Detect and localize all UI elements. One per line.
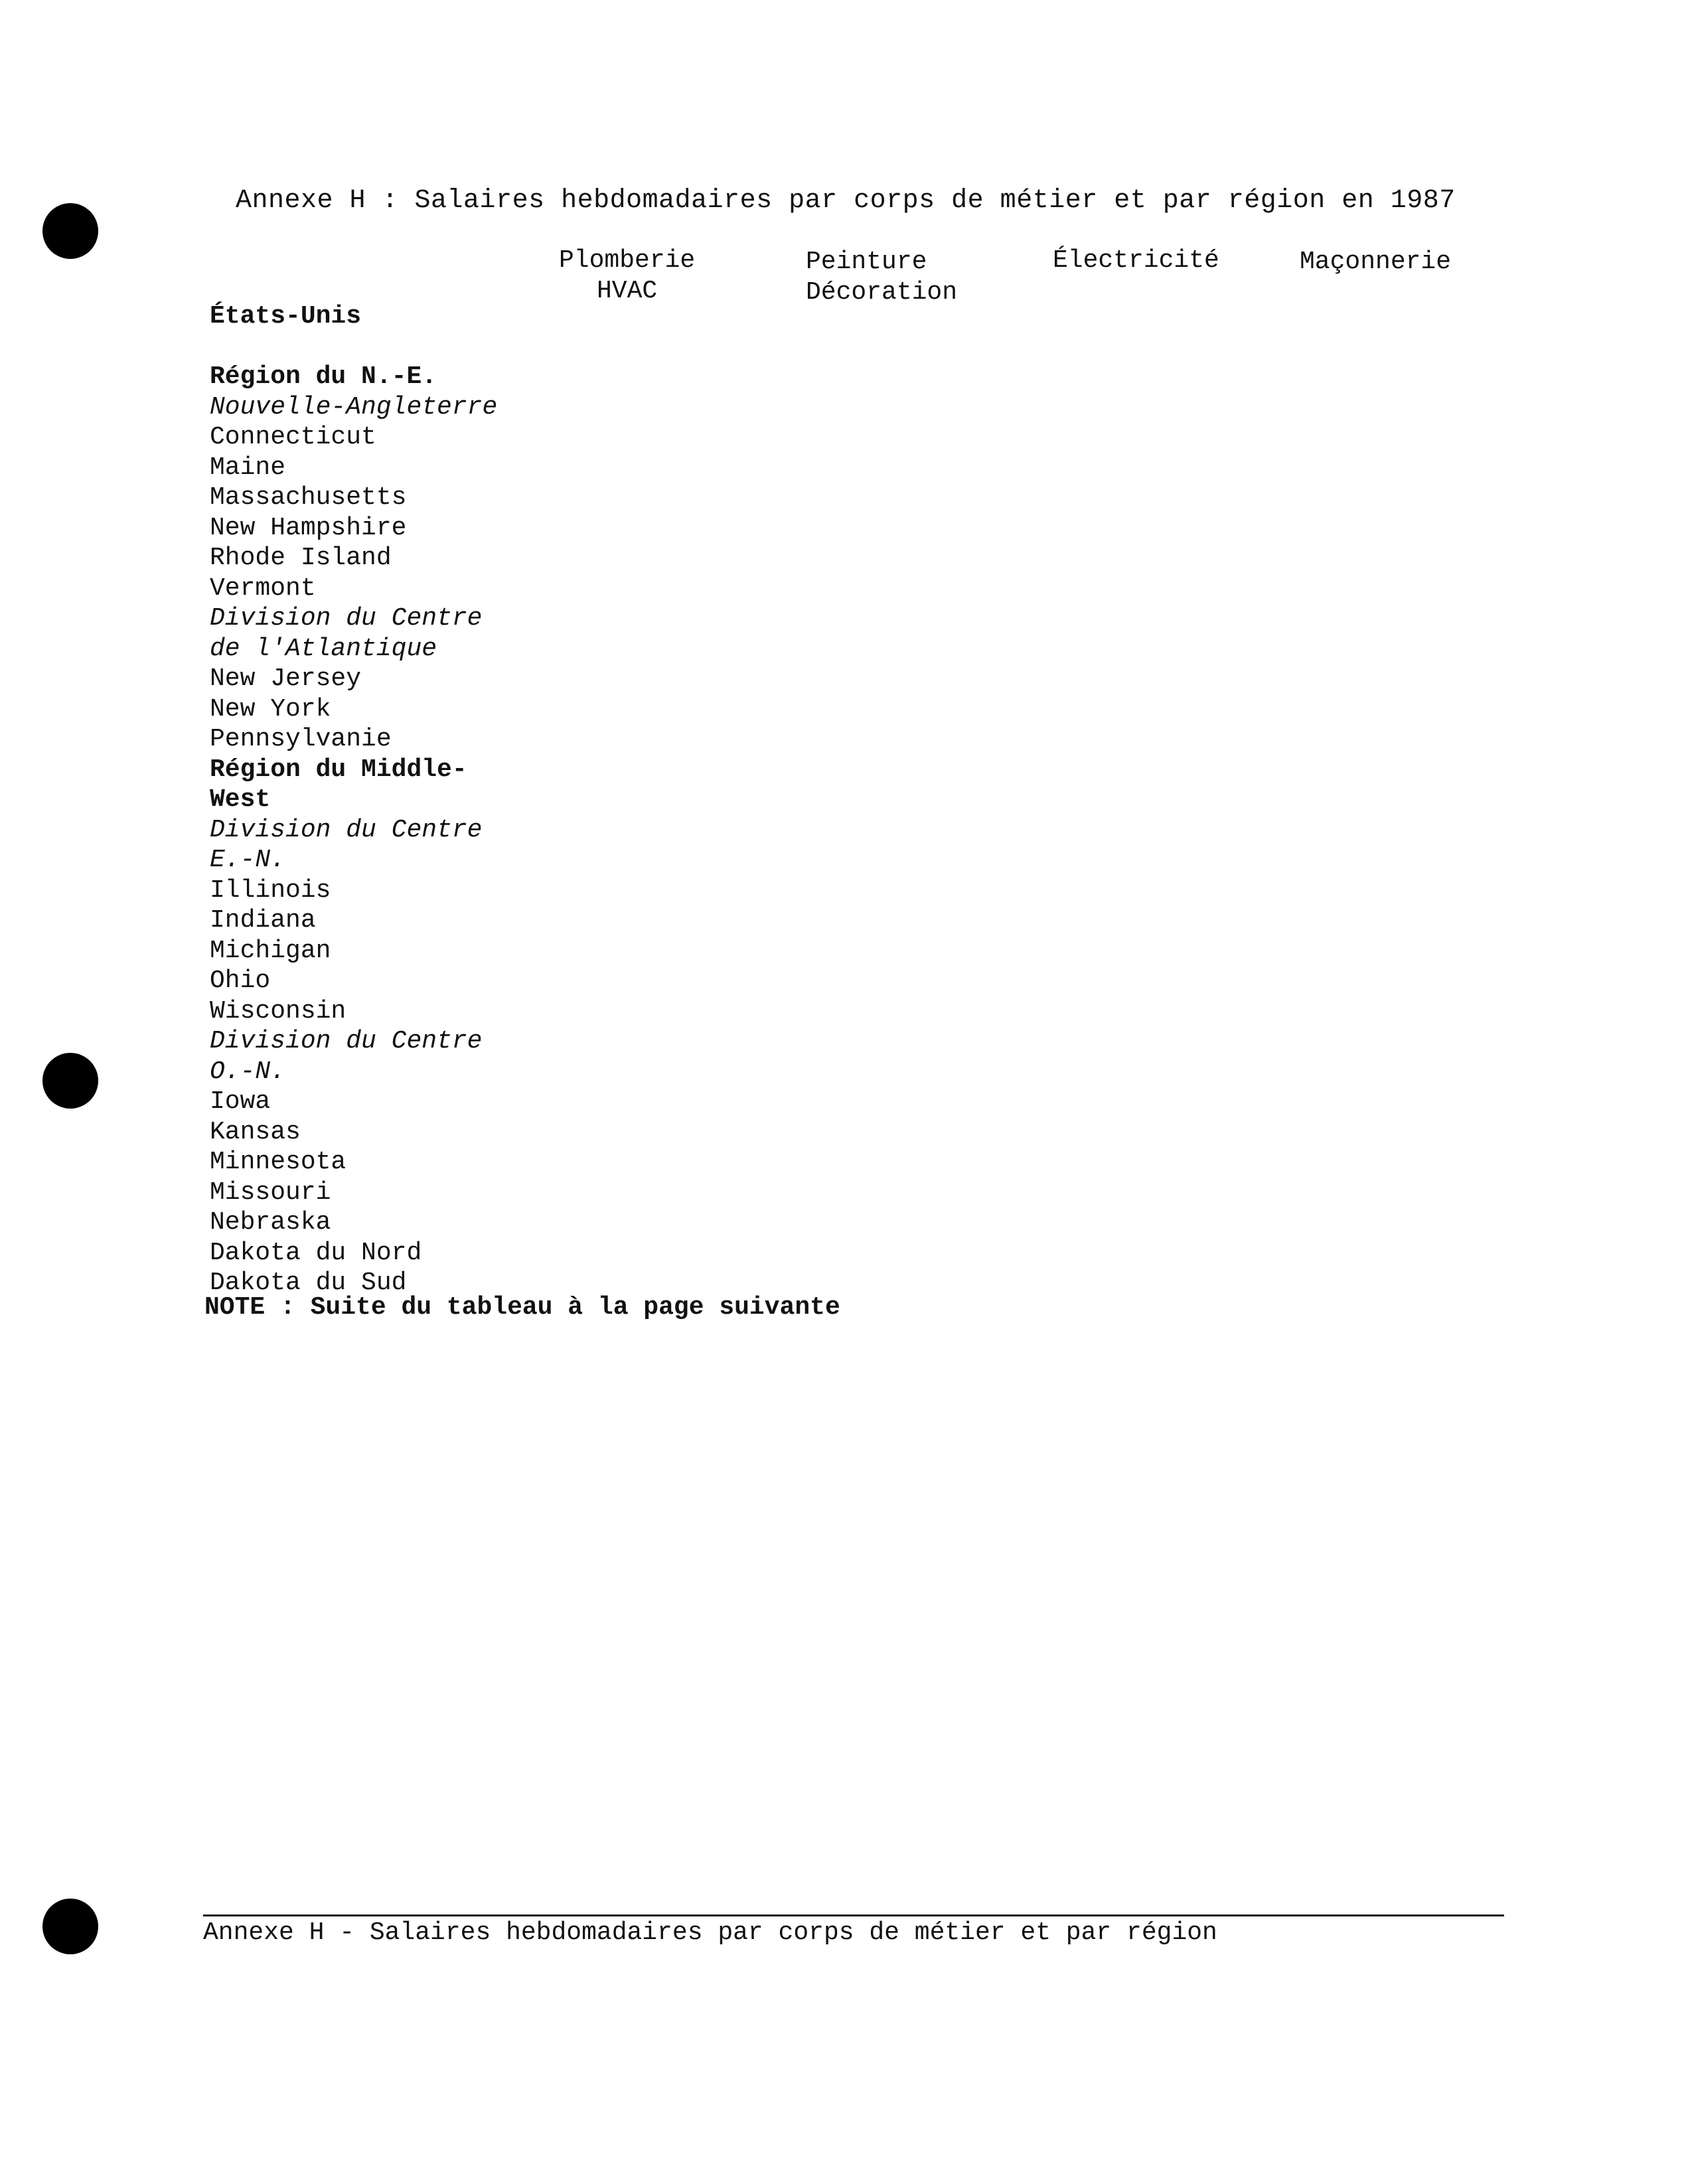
region-row: Illinois xyxy=(210,876,331,905)
region-row: Nouvelle-Angleterre xyxy=(210,392,498,422)
column-header-peinture xyxy=(806,247,957,308)
region-row: Minnesota xyxy=(210,1148,346,1176)
region-row: Pennsylvanie xyxy=(210,725,392,753)
region-row: West xyxy=(210,785,271,814)
region-row: Indiana xyxy=(210,906,316,935)
column-header-maconnerie xyxy=(1300,247,1451,277)
region-row: Division du Centre xyxy=(210,1027,483,1055)
binder-hole-bottom xyxy=(42,1899,98,1954)
region-row: Division du Centre xyxy=(210,604,483,633)
region-row: États-Unis xyxy=(210,302,362,331)
region-row: Rhode Island xyxy=(210,544,392,572)
column-header-line2: Décoration xyxy=(806,278,958,307)
region-row: E.-N. xyxy=(210,846,286,874)
column-header-line1: Plomberie xyxy=(559,246,696,275)
footer-rule xyxy=(203,1914,1504,1916)
column-header-line1: Peinture xyxy=(806,248,927,276)
region-row: de l'Atlantique xyxy=(210,634,437,663)
page-footer: Annexe H - Salaires hebdomadaires par corps de métier et par région xyxy=(203,1918,1217,1947)
column-header-plomberie xyxy=(559,246,695,307)
column-header-line1: Maçonnerie xyxy=(1300,248,1452,276)
region-row: Massachusetts xyxy=(210,483,407,512)
region-row: Michigan xyxy=(210,936,331,965)
binder-hole-top xyxy=(42,203,98,259)
region-row: New Hampshire xyxy=(210,513,407,542)
region-row: Vermont xyxy=(210,574,316,603)
region-row: New York xyxy=(210,694,331,724)
region-row: Division du Centre xyxy=(210,815,483,844)
region-row: Kansas xyxy=(210,1117,301,1146)
region-row: Maine xyxy=(210,453,286,482)
binder-hole-middle xyxy=(42,1053,98,1109)
spacer-row xyxy=(210,332,674,362)
region-row: Région du N.-E. xyxy=(210,362,437,391)
column-header-electricite xyxy=(1053,246,1219,276)
region-row: O.-N. xyxy=(210,1057,286,1086)
column-header-line1: Électricité xyxy=(1053,246,1219,275)
page-title: Annexe H : Salaires hebdomadaires par corps de métier et par région en 1987 xyxy=(236,186,1456,216)
region-row: Missouri xyxy=(210,1178,331,1207)
region-row: Ohio xyxy=(210,967,271,995)
region-row: New Jersey xyxy=(210,664,362,693)
column-header-line2: HVAC xyxy=(597,277,658,305)
region-row: Wisconsin xyxy=(210,996,346,1026)
region-row: Région du Middle- xyxy=(210,755,467,784)
region-row: Nebraska xyxy=(210,1208,331,1237)
region-row: Dakota du Nord xyxy=(210,1238,422,1267)
region-row: Dakota du Sud xyxy=(210,1269,407,1297)
region-list xyxy=(210,301,674,1298)
region-row: Connecticut xyxy=(210,423,376,451)
table-note: NOTE : Suite du tableau à la page suivante xyxy=(204,1293,840,1322)
region-row: Iowa xyxy=(210,1087,271,1116)
